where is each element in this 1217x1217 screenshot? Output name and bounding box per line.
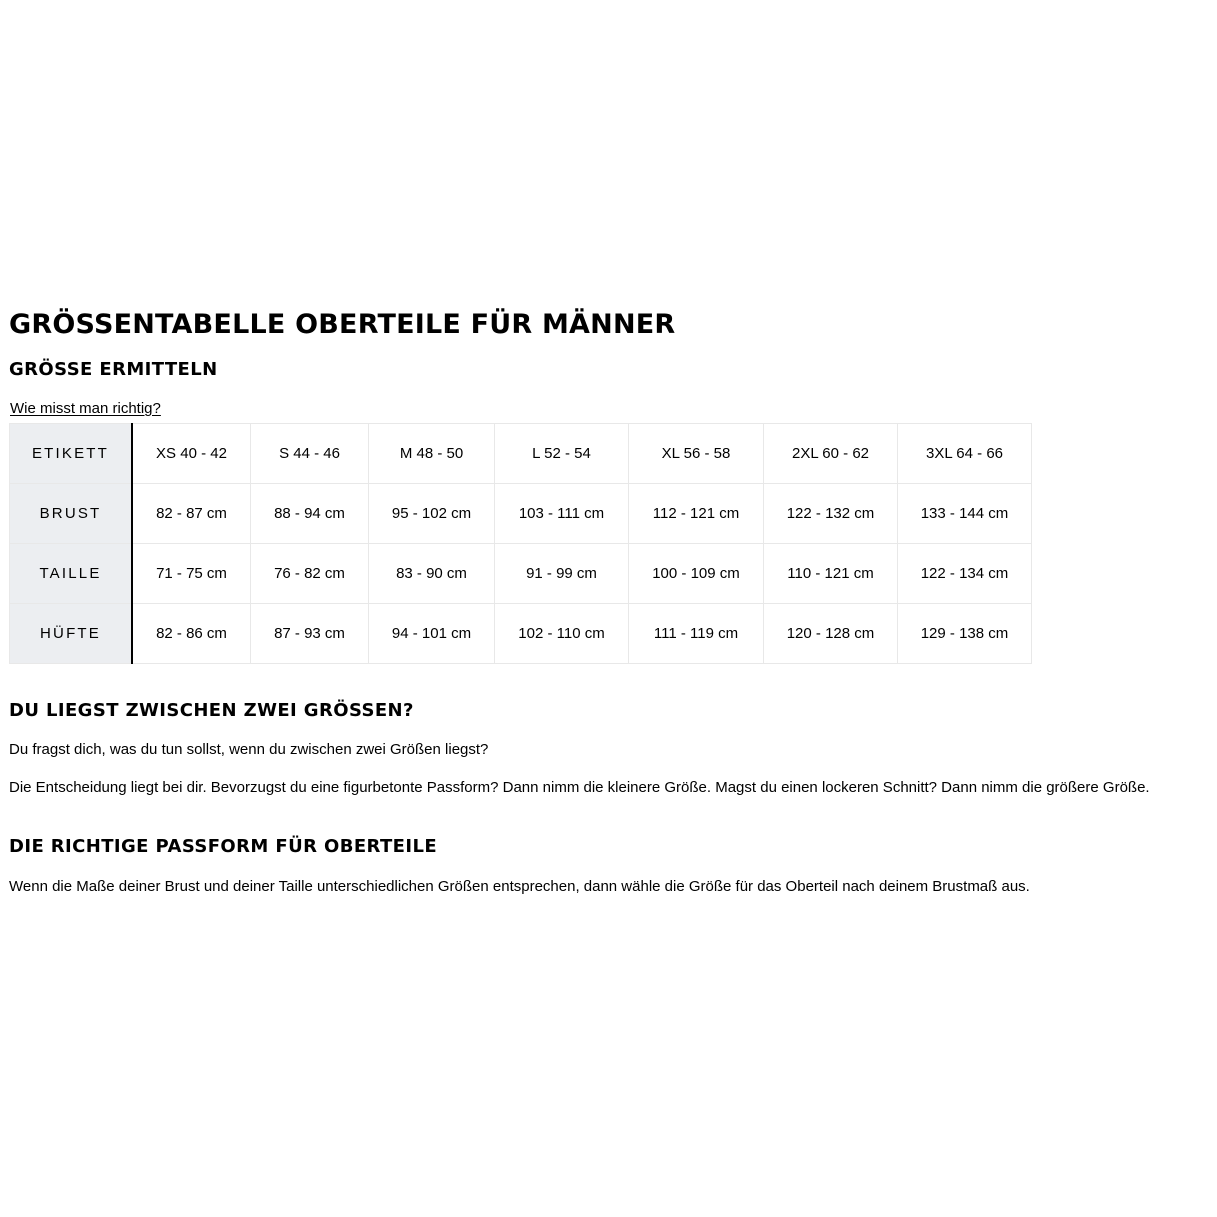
table-cell: 87 - 93 cm bbox=[251, 604, 369, 664]
size-guide bbox=[9, 306, 1215, 896]
table-cell: 83 - 90 cm bbox=[369, 544, 495, 604]
between-sizes-question: Du fragst dich, was du tun sollst, wenn du zwischen zwei Größen liegst? bbox=[9, 741, 489, 758]
table-cell: XS 40 - 42 bbox=[132, 424, 251, 484]
size-table bbox=[9, 423, 1032, 664]
table-cell: 110 - 121 cm bbox=[764, 544, 898, 604]
table-cell: M 48 - 50 bbox=[369, 424, 495, 484]
table-cell: 82 - 86 cm bbox=[132, 604, 251, 664]
between-sizes-heading: DU LIEGST ZWISCHEN ZWEI GRÖSSEN? bbox=[9, 700, 414, 721]
table-row bbox=[10, 604, 1032, 664]
between-sizes-answer: Die Entscheidung liegt bei dir. Bevorzugst du eine figurbetonte Passform? Dann nimm die kleinere Größe. Magst du einen lockeren Schnitt? Dann nimm die größere Größe. bbox=[9, 779, 1150, 796]
table-cell: 129 - 138 cm bbox=[898, 604, 1032, 664]
table-row bbox=[10, 424, 1032, 484]
table-cell: 94 - 101 cm bbox=[369, 604, 495, 664]
table-cell: L 52 - 54 bbox=[495, 424, 629, 484]
table-cell: 2XL 60 - 62 bbox=[764, 424, 898, 484]
table-cell: 122 - 132 cm bbox=[764, 484, 898, 544]
fit-heading: DIE RICHTIGE PASSFORM FÜR OBERTEILE bbox=[9, 836, 438, 857]
table-cell: 100 - 109 cm bbox=[629, 544, 764, 604]
how-to-measure-link[interactable]: Wie misst man richtig? bbox=[10, 400, 161, 417]
row-label-taille: TAILLE bbox=[10, 544, 133, 604]
table-cell: 82 - 87 cm bbox=[132, 484, 251, 544]
table-cell: 133 - 144 cm bbox=[898, 484, 1032, 544]
table-cell: 71 - 75 cm bbox=[132, 544, 251, 604]
table-cell: 91 - 99 cm bbox=[495, 544, 629, 604]
table-cell: 102 - 110 cm bbox=[495, 604, 629, 664]
table-cell: 76 - 82 cm bbox=[251, 544, 369, 604]
table-cell: 3XL 64 - 66 bbox=[898, 424, 1032, 484]
table-cell: 88 - 94 cm bbox=[251, 484, 369, 544]
table-cell: 95 - 102 cm bbox=[369, 484, 495, 544]
row-label-brust: BRUST bbox=[10, 484, 133, 544]
table-cell: 122 - 134 cm bbox=[898, 544, 1032, 604]
table-cell: 120 - 128 cm bbox=[764, 604, 898, 664]
row-label-huefte: HÜFTE bbox=[10, 604, 133, 664]
table-cell: XL 56 - 58 bbox=[629, 424, 764, 484]
table-cell: S 44 - 46 bbox=[251, 424, 369, 484]
table-row bbox=[10, 544, 1032, 604]
table-row bbox=[10, 484, 1032, 544]
fit-text: Wenn die Maße deiner Brust und deiner Taille unterschiedlichen Größen entsprechen, dann wähle die Größe für das Oberteil nach deinem Brustmaß aus. bbox=[9, 878, 1030, 895]
page-title: GRÖSSENTABELLE OBERTEILE FÜR MÄNNER bbox=[9, 309, 676, 340]
find-size-heading: GRÖSSE ERMITTELN bbox=[9, 359, 218, 380]
table-cell: 103 - 111 cm bbox=[495, 484, 629, 544]
row-label-etikett: ETIKETT bbox=[10, 424, 133, 484]
table-cell: 111 - 119 cm bbox=[629, 604, 764, 664]
table-cell: 112 - 121 cm bbox=[629, 484, 764, 544]
